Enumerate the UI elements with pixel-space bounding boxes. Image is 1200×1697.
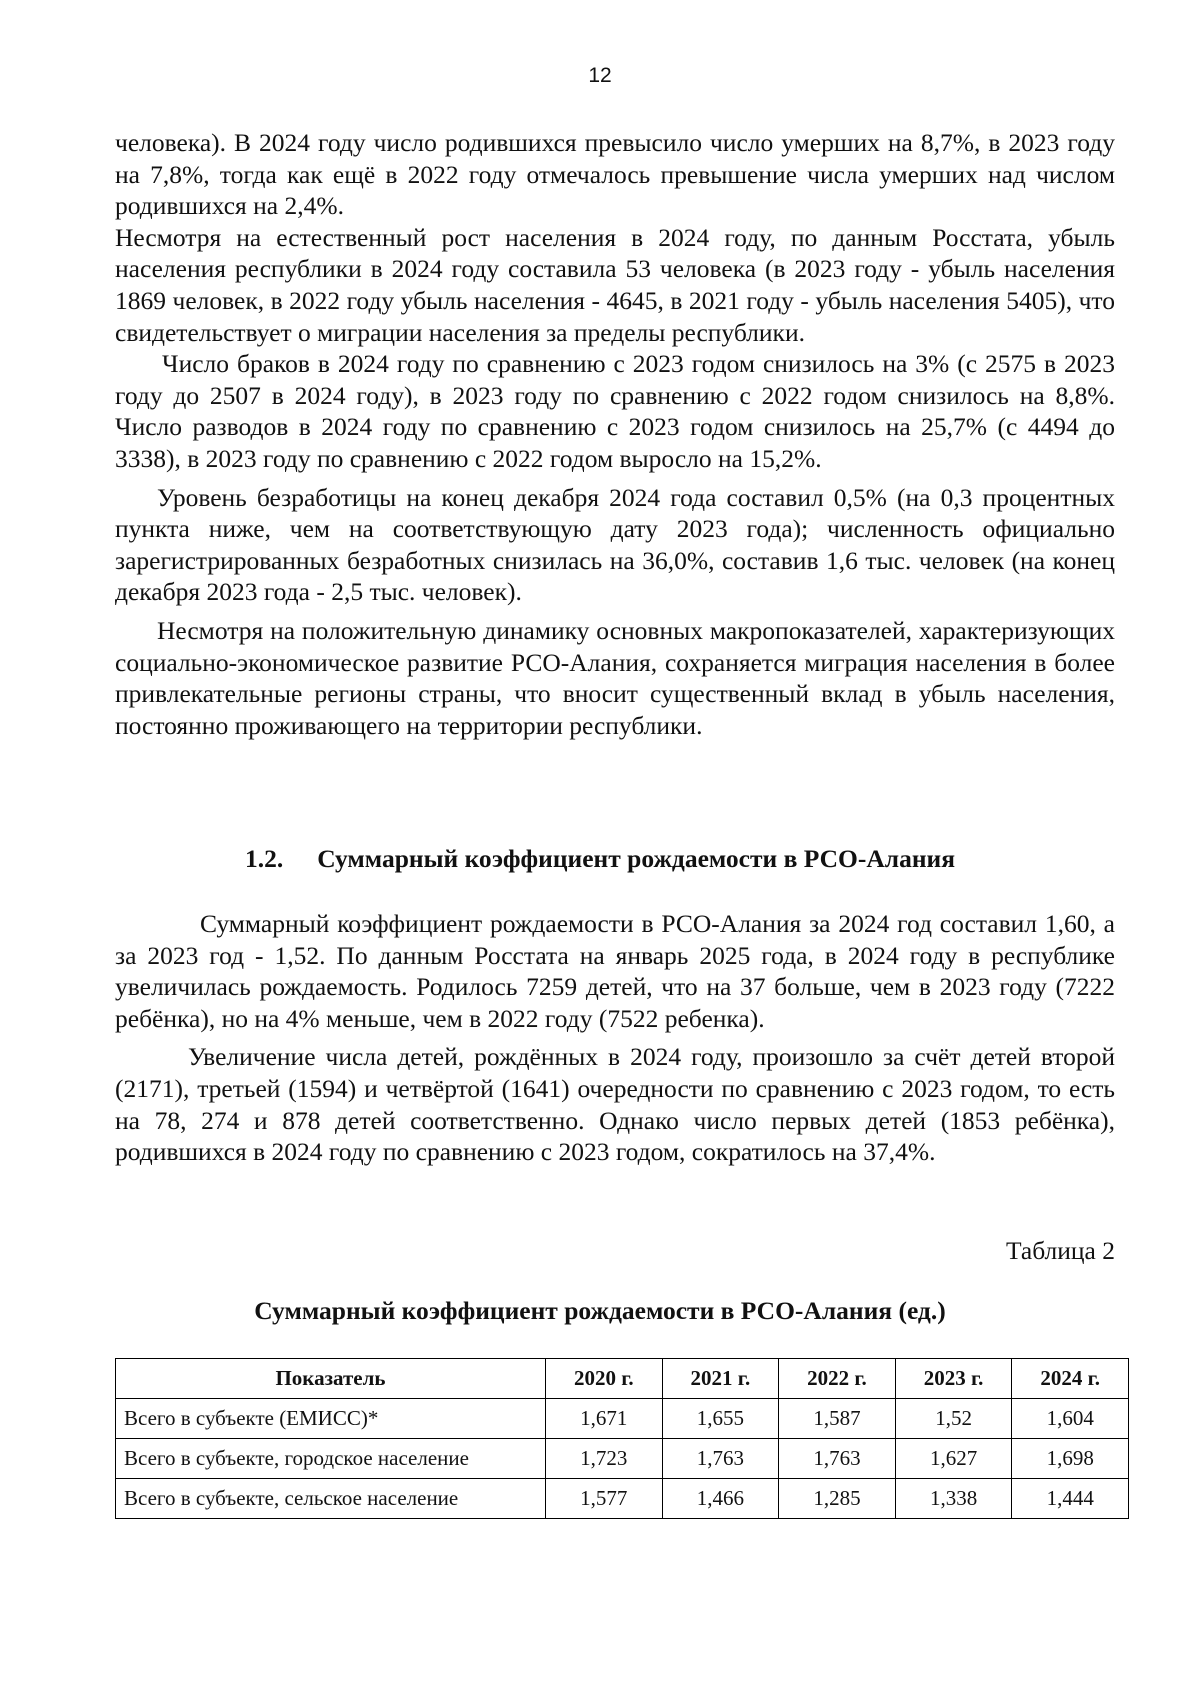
table-cell: 1,466: [662, 1479, 779, 1519]
table-title: Суммарный коэффициент рождаемости в РСО-Алания (ед.): [254, 1296, 946, 1325]
column-header: 2022 г.: [779, 1359, 896, 1399]
body-text: [115, 127, 1115, 741]
fertility-table: [115, 1358, 1129, 1519]
paragraph: Уровень безработицы на конец декабря 2024 года составил 0,5% (на 0,3 процентных пункта ниже, чем на соответствующую дату 2023 года); численность официально зарегистрированных безработных снизилась на 36,0%, составив 1,6 тыс. человек (на конец декабря 2023 года - 2,5 тыс. человек).: [115, 482, 1115, 607]
table-cell: 1,655: [662, 1399, 779, 1439]
table-header-row: [116, 1359, 1129, 1399]
paragraph: Число браков в 2024 году по сравнению с 2023 годом снизилось на 3% (с 2575 в 2023 году до 2507 в 2024 году), в 2023 году по сравнению с 2022 годом снизилось на 8,8%. Число разводов в 2024 году по сравнению с 2023 годом снизилось на 25,7% (с 4494 до 3338), в 2023 году по сравнению с 2022 годом выросло на 15,2%.: [115, 349, 1115, 473]
column-header: 2021 г.: [662, 1359, 779, 1399]
paragraph: Несмотря на естественный рост населения в 2024 году, по данным Росстата, убыль населения республики в 2024 году составила 53 человека (в 2023 году - убыль населения 1869 человек, в 2022 году убыль населения - 4645, в 2021 году - убыль населения 5405), что свидетельствует о миграции населения за пределы республики.: [115, 222, 1115, 347]
table-cell: 1,671: [546, 1399, 663, 1439]
table-cell: 1,338: [895, 1479, 1012, 1519]
table-cell: Всего в субъекте, городское население: [116, 1439, 546, 1479]
paragraph: человека). В 2024 году число родившихся превысило число умерших на 8,7%, в 2023 году на 7,8%, тогда как ещё в 2022 году отмечалось превышение числа умерших над числом родившихся на 2,4%.: [115, 128, 1115, 221]
table-cell: 1,763: [779, 1439, 896, 1479]
paragraph: Несмотря на положительную динамику основных макропоказателей, характеризующих социально-экономическое развитие РСО-Алания, сохраняется миграция населения в более привлекательные регионы страны, что вносит существенный вклад в убыль населения, постоянно проживающего на территории республики.: [115, 615, 1115, 740]
table-row: [116, 1479, 1129, 1519]
table-cell: Всего в субъекте (ЕМИСС)*: [116, 1399, 546, 1439]
paragraph: Суммарный коэффициент рождаемости в РСО-Алания за 2024 год составил 1,60, а за 2023 год - 1,52. По данным Росстата на январь 2025 года, в 2024 году в республике увеличилась рождаемость. Родилось 7259 детей, что на 37 больше, чем в 2023 году (7222 ребёнка), но на 4% меньше, чем в 2022 году (7522 ребенка).: [115, 909, 1115, 1033]
column-header: Показатель: [116, 1359, 546, 1399]
table-cell: 1,698: [1012, 1439, 1129, 1479]
table-label: Таблица 2: [1005, 1236, 1115, 1265]
table-row: [116, 1399, 1129, 1439]
column-header: 2023 г.: [895, 1359, 1012, 1399]
table-cell: 1,587: [779, 1399, 896, 1439]
table-cell: 1,577: [546, 1479, 663, 1519]
table-cell: 1,763: [662, 1439, 779, 1479]
section-heading: [0, 844, 1200, 874]
table-cell: 1,627: [895, 1439, 1012, 1479]
table-cell: 1,444: [1012, 1479, 1129, 1519]
section-title: Суммарный коэффициент рождаемости в РСО-Алания: [317, 844, 956, 873]
table-cell: 1,723: [546, 1439, 663, 1479]
section-body: [115, 908, 1115, 1168]
table-cell: 1,285: [779, 1479, 896, 1519]
table-cell: 1,604: [1012, 1399, 1129, 1439]
table-cell: 1,52: [895, 1399, 1012, 1439]
table-cell: Всего в субъекте, сельское население: [116, 1479, 546, 1519]
section-number: 1.2.: [244, 844, 284, 873]
paragraph: Увеличение числа детей, рождённых в 2024 году, произошло за счёт детей второй (2171), третьей (1594) и четвёртой (1641) очередности по сравнению с 2023 годом, то есть на 78, 274 и 878 детей соответственно. Однако число первых детей (1853 ребёнка), родившихся в 2024 году по сравнению с 2023 годом, сократилось на 37,4%.: [115, 1042, 1115, 1167]
column-header: 2024 г.: [1012, 1359, 1129, 1399]
table-row: [116, 1439, 1129, 1479]
column-header: 2020 г.: [546, 1359, 663, 1399]
page-number: 12: [588, 64, 612, 87]
